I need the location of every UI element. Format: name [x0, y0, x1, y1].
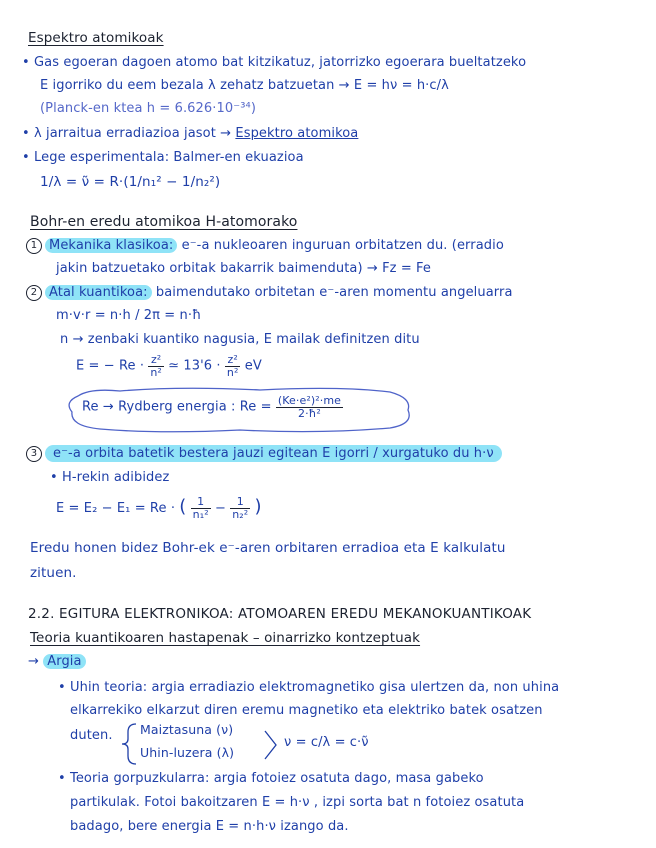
- balmer-equation: 1/λ = ν̃ = R·(1/n₁² − 1/n₂²): [40, 174, 221, 190]
- uhin-line1: • Uhin teoria: argia erradiazio elektromagnetiko gisa ulertzen da, non uhina: [58, 680, 560, 695]
- frac-num: 1: [230, 496, 250, 509]
- point-3-number: 3: [26, 446, 42, 462]
- frac-den: n₁²: [192, 508, 209, 521]
- point-2-text: baimendutako orbitetan e⁻-aren momentu angeluarra: [151, 285, 513, 300]
- energy-mid: ≃ 13'6 ·: [168, 358, 221, 374]
- frac-den: n²: [150, 365, 162, 379]
- brace-maiztasuna: Maiztasuna (ν): [140, 722, 234, 737]
- argia-highlight: Argia: [43, 654, 85, 669]
- principal-quantum-note: n → zenbaki kuantiko nagusia, E mailak definitzen ditu: [60, 332, 420, 347]
- espektro-atomikoa-term: Espektro atomikoa: [235, 126, 359, 141]
- bullet-gas-line2: E igorriko du eem bezala λ zehatz batzuetan → E = hν = h·c/λ: [40, 78, 449, 93]
- bullet-jarraitua: [22, 126, 358, 141]
- section-subheading: Teoria kuantikoaren hastapenak – oinarrizko kontzeptuak: [30, 630, 421, 646]
- brace-uhin-luzera: Uhin-luzera (λ): [140, 745, 235, 760]
- transition-fraction-2: [230, 496, 250, 520]
- frac-den: n₂²: [232, 508, 249, 521]
- point-1-text: e⁻-a nukleoaren inguruan orbitatzen du. (erradio: [177, 238, 504, 253]
- arrow-icon: →: [28, 654, 39, 669]
- cloud-lhs: Re → Rydberg energia : Re =: [82, 399, 272, 415]
- bullet-gas-line1: • Gas egoeran dagoen atomo bat kitzikatuz, jatorrizko egoerara bueltatzeko: [22, 55, 527, 70]
- bohr-point-1: [26, 238, 504, 254]
- paren-close: ): [254, 496, 262, 517]
- uhin-line2: elkarrekiko elkarzut diren eremu magnetiko eta elektriko batek osatzen: [70, 703, 543, 718]
- frequency-equation: ν = c/λ = c·ν̃: [284, 735, 369, 750]
- frac-den: n²: [226, 365, 239, 379]
- conclusion-line2: zituen.: [30, 565, 77, 581]
- energy-fraction-1: [148, 354, 164, 378]
- left-brace-icon: [118, 722, 142, 766]
- frac-num: 1: [191, 496, 211, 509]
- conclusion-line1: Eredu honen bidez Bohr-ek e⁻-aren orbitaren erradioa eta E kalkulatu: [30, 540, 506, 556]
- bohr-point-2: [26, 285, 513, 301]
- energy-equation: [76, 354, 262, 378]
- point-3-highlight: e⁻-a orbita batetik bestera jauzi egitean E igorri / xurgatuko du h·ν: [45, 445, 502, 462]
- frac-num: z²: [225, 354, 241, 367]
- energy-lhs: E = − Re ·: [76, 358, 145, 374]
- bullet-jarraitua-text: • λ jarraitua erradiazioa jasot →: [22, 126, 236, 141]
- section-title-bohr: Bohr-en eredu atomikoa H-atomorako: [30, 214, 298, 230]
- point-1-number: 1: [26, 238, 42, 254]
- section-title-espektro: Espektro atomikoak: [28, 30, 164, 46]
- korpuskular-line3: badago, bere energia E = n·h·ν izango da.: [70, 819, 349, 834]
- point-2-number: 2: [26, 285, 42, 301]
- frac-num: z²: [148, 354, 164, 367]
- rydberg-num: (Ke·e²)²·me: [277, 394, 342, 407]
- minus-sign: −: [214, 501, 226, 516]
- rydberg-definition: [82, 395, 343, 419]
- transition-fraction-1: [191, 496, 211, 520]
- section-heading-22: 2.2. EGITURA ELEKTRONIKOA: ATOMOAREN EREDU MEKANOKUANTIKOAK: [28, 606, 532, 622]
- angular-momentum-eq: m·v·r = n·h / 2π = n·ħ: [56, 308, 202, 323]
- rydberg-den: 2·ħ²: [297, 406, 321, 420]
- argia-label: [28, 654, 86, 669]
- planck-constant-note: (Planck-en ktea h = 6.626·10⁻³⁴): [40, 101, 257, 116]
- angle-brace-icon: [262, 728, 280, 762]
- paren-open: (: [179, 496, 187, 517]
- korpuskular-line1: • Teoria gorpuzkularra: argia fotoiez osatuta dago, masa gabeko: [58, 771, 484, 786]
- h-example-bullet: • H-rekin adibidez: [50, 470, 170, 485]
- bohr-point-3: [26, 446, 502, 462]
- uhin-line3: duten.: [70, 728, 113, 743]
- energy-fraction-2: [225, 354, 241, 378]
- point-1-highlight: Mekanika klasikoa:: [45, 238, 177, 253]
- point-2-highlight: Atal kuantikoa:: [45, 285, 152, 300]
- energy-unit: eV: [244, 358, 262, 374]
- rydberg-fraction: [276, 395, 343, 419]
- bohr-point-1-line2: jakin batzuetako orbitak bakarrik baimenduta) → Fz = Fe: [56, 261, 432, 276]
- korpuskular-line2: partikulak. Fotoi bakoitzaren E = h·ν , izpi sorta bat n fotoiez osatuta: [70, 795, 525, 810]
- transition-lhs: E = E₂ − E₁ = Re ·: [56, 501, 176, 516]
- bullet-balmer: • Lege esperimentala: Balmer-en ekuazioa: [22, 150, 304, 165]
- transition-energy-eq: [56, 496, 262, 521]
